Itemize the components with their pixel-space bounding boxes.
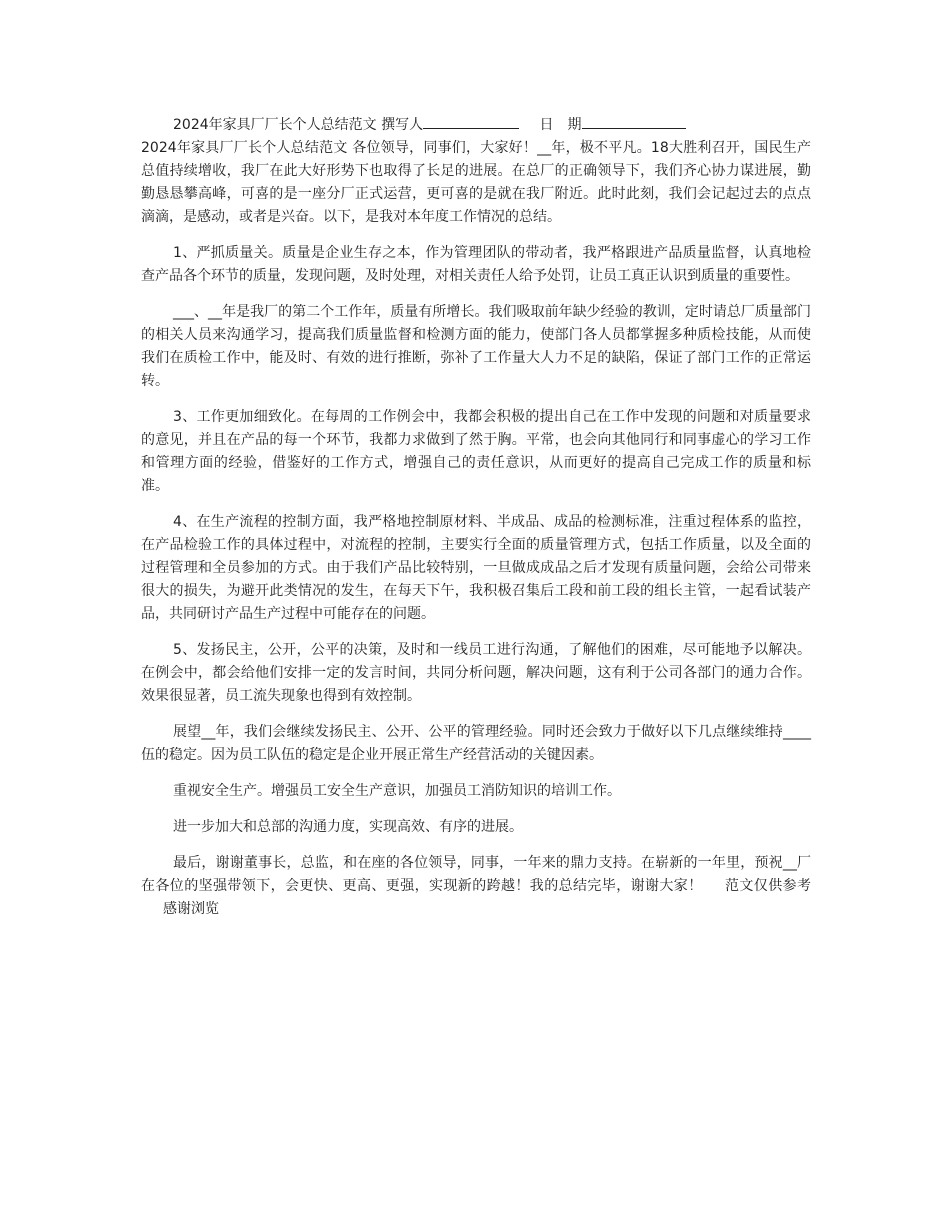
- closing-paragraph: [141, 852, 811, 921]
- paragraph-detail: 3、工作更加细致化。在每周的工作例会中，我都会积极的提出自己在工作中发现的问题和对质量要求的意见，并且在产品的每一个环节，我都力求做到了然于胸。平常，也会向其他同行和同事虚心的学习工作和管理方面的经验，借鉴好的工作方式，增强自己的责任意识，从而更好的提高自己完成工作的质量和标准。: [141, 409, 811, 494]
- footer-note-reference: 范文仅供参考: [724, 878, 812, 894]
- intro-paragraph: 2024年家具厂厂长个人总结范文 各位领导，同事们，大家好！__年，极不平凡。18大胜利召开，国民生产总值持续增收，我厂在此大好形势下也取得了长足的进展。在总厂的正确领导下，我们齐心协力谋进展，勤勤恳恳攀高峰，可喜的是一座分厂正式运营，更可喜的是就在我厂附近。此时此刻，我们会记起过去的点点滴滴，是感动，或者是兴奋。以下，是我对本年度工作情况的总结。: [141, 140, 811, 225]
- paragraph-outlook: 展望__年，我们会继续发扬民主、公开、公平的管理经验。同时还会致力于做好以下几点继续维持____伍的稳定。因为员工队伍的稳定是企业开展正常生产经营活动的关键因素。: [141, 724, 811, 763]
- document-header: [141, 114, 811, 137]
- paragraph-democracy: 5、发扬民主，公开，公平的决策，及时和一线员工进行沟通，了解他们的困难，尽可能地予以解决。在例会中，都会给他们安排一定的发言时间，共同分析问题，解决问题，这有利于公司各部门的通力合作。效果很显著，员工流失现象也得到有效控制。: [141, 642, 811, 704]
- document-title: 2024年家具厂厂长个人总结范文: [173, 117, 377, 133]
- date-blank: [582, 114, 686, 129]
- date-label: 日 期: [539, 117, 582, 133]
- paragraph-communication: 进一步加大和总部的沟通力度，实现高效、有序的进展。: [173, 819, 523, 835]
- paragraph-safety: 重视安全生产。增强员工安全生产意识，加强员工消防知识的培训工作。: [173, 783, 621, 799]
- closing-text: 最后，谢谢董事长，总监，和在座的各位领导，同事，一年来的鼎力支持。在崭新的一年里，预祝__厂在各位的坚强带领下，会更快、更高、更强，实现新的跨越！我的总结完毕，谢谢大家！: [141, 855, 811, 894]
- document-body: [141, 114, 811, 934]
- author-blank: [423, 114, 519, 129]
- footer-note-thanks: 感谢浏览: [163, 901, 219, 917]
- author-label: 撰写人: [381, 117, 424, 133]
- paragraph-second-year: ___、__年是我厂的第二个工作年，质量有所增长。我们吸取前年缺少经验的教训，定时请总厂质量部门的相关人员来沟通学习，提高我们质量监督和检测方面的能力，使部门各人员都掌握多种质检技能，从而使我们在质检工作中，能及时、有效的进行推断，弥补了工作量大人力不足的缺陷，保证了部门工作的正常运转。: [141, 304, 811, 389]
- paragraph-quality: 1、严抓质量关。质量是企业生存之本，作为管理团队的带动者，我严格跟进产品质量监督，认真地检查产品各个环节的质量，发现问题，及时处理，对相关责任人给予处罚，让员工真正认识到质量的重要性。: [141, 245, 811, 284]
- paragraph-process-control: 4、在生产流程的控制方面，我严格地控制原材料、半成品、成品的检测标准，注重过程体系的监控，在产品检验工作的具体过程中，对流程的控制，主要实行全面的质量管理方式，包括工作质量，以及全面的过程管理和全员参加的方式。由于我们产品比较特别，一旦做成成品之后才发现有质量问题，会给公司带来很大的损失，为避开此类情况的发生，在每天下午，我积极召集后工段和前工段的组长主管，一起看试装产品，共同研讨产品生产过程中可能存在的问题。: [141, 514, 811, 622]
